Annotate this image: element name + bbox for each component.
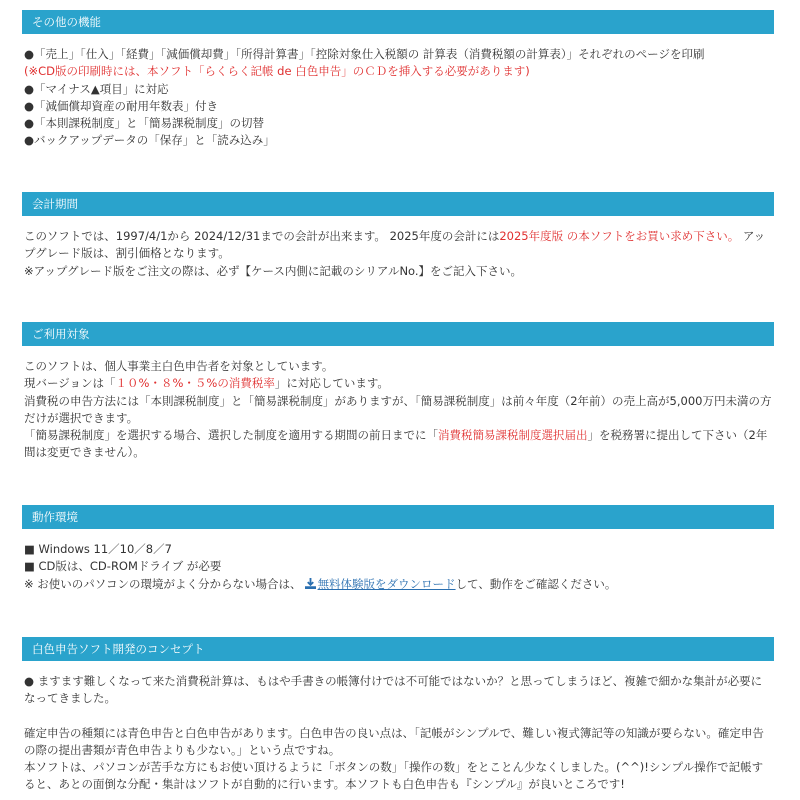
target-text [24,375,772,392]
section-header: 動作環境 [22,505,774,529]
feature-item: ●「減価償却資産の耐用年数表」付き [24,98,219,113]
feature-note: (※CD版の印刷時には、本ソフト「らくらく記帳 de 白色申告」のＣＤを挿入する必要があります) [24,64,530,79]
highlight-text: １０%・８%・５%の消費税率 [115,376,275,391]
target-text: このソフトは、個人事業主白色申告者を対象としています。 [24,359,334,373]
section-environment [22,505,774,593]
text: して、動作をご確認ください。 [455,576,617,591]
feature-item: ●バックアップデータの「保存」と「読み込み」 [24,133,275,148]
text: アップグレード版は、割引価格となります。 [24,229,766,261]
section-period [22,192,774,280]
section-header: その他の機能 [22,10,774,34]
feature-item: ●「本則課税制度」と「簡易課税制度」の切替 [24,116,265,131]
text: 「簡易課税制度」を選択する場合、選択した制度を適用する期間の前日までに「 [24,428,438,443]
text: 現バージョンは「 [24,376,116,391]
text: ※ お使いのパソコンの環境がよく分からない場合は、 [24,576,302,591]
concept-text: 確定申告の種類には青色申告と白色申告があります。白色申告の良い点は、「記帳がシンプルで、難しい複式簿記等の知識が要らない。確定申告の際の提出書類が青色申告よりも少ない。」という点ですね。 [24,725,764,757]
download-icon[interactable] [305,578,316,589]
target-text: 消費税の申告方法には「本則課税制度」と「簡易課税制度」がありますが、「簡易課税制度」は前々年度（2年前）の売上高が5,000万円未満の方だけが選択できます。 [24,393,772,425]
period-note: ※アップグレード版をご注文の際は、必ず【ケース内側に記載のシリアルNo.】をご記入下さい。 [24,263,523,278]
env-note [24,576,772,593]
target-text [24,427,772,462]
highlight-text: 2025年度版 の本ソフトをお買い求め下さい。 [499,229,740,243]
text: 」に対応しています。 [274,376,389,391]
env-item: ■ CD版は、CD-ROMドライブ が必要 [24,559,222,574]
text: 」を税務署に提出して下さい（2年間は変更できません）。 [24,428,768,460]
feature-item: ●「売上」「仕入」「経費」「減価償却費」「所得計算書」「控除対象仕入税額の 計算表（消費税額の計算表）」それぞれのページを印刷 [24,47,705,61]
text: このソフトでは、1997/4/1から 2024/12/31までの会計が出来ます。 2025年度の会計には [24,229,500,243]
concept-text: 本ソフトは、パソコンが苦手な方にもお使い頂けるように「ボタンの数」「操作の数」をとことん少なくしました。(^^)!シンプル操作で記帳すると、あとの面倒な分配・集計はソフトが自動的に行います。本ソフトも白色申告も『シンプル』が良いところです! [24,760,764,792]
section-header: ご利用対象 [22,322,774,346]
section-header: 会計期間 [22,192,774,216]
feature-item: ●「マイナス▲項目」に対応 [24,81,169,96]
concept-text: ● ますます難しくなって来た消費税計算は、もはや手書きの帳簿付けでは不可能ではないか？と思ってしまうほど、複雑で細かな集計が必要になってきました。 [24,674,763,706]
section-target [22,322,774,462]
highlight-text: 消費税簡易課税制度選択届出 [438,428,588,443]
section-concept [22,637,774,794]
period-text [24,228,772,263]
env-item: ■ Windows 11／10／8／7 [24,542,172,556]
section-features [22,10,774,150]
download-trial-link[interactable]: 無料体験版をダウンロード [317,576,456,591]
section-header: 白色申告ソフト開発のコンセプト [22,637,774,661]
